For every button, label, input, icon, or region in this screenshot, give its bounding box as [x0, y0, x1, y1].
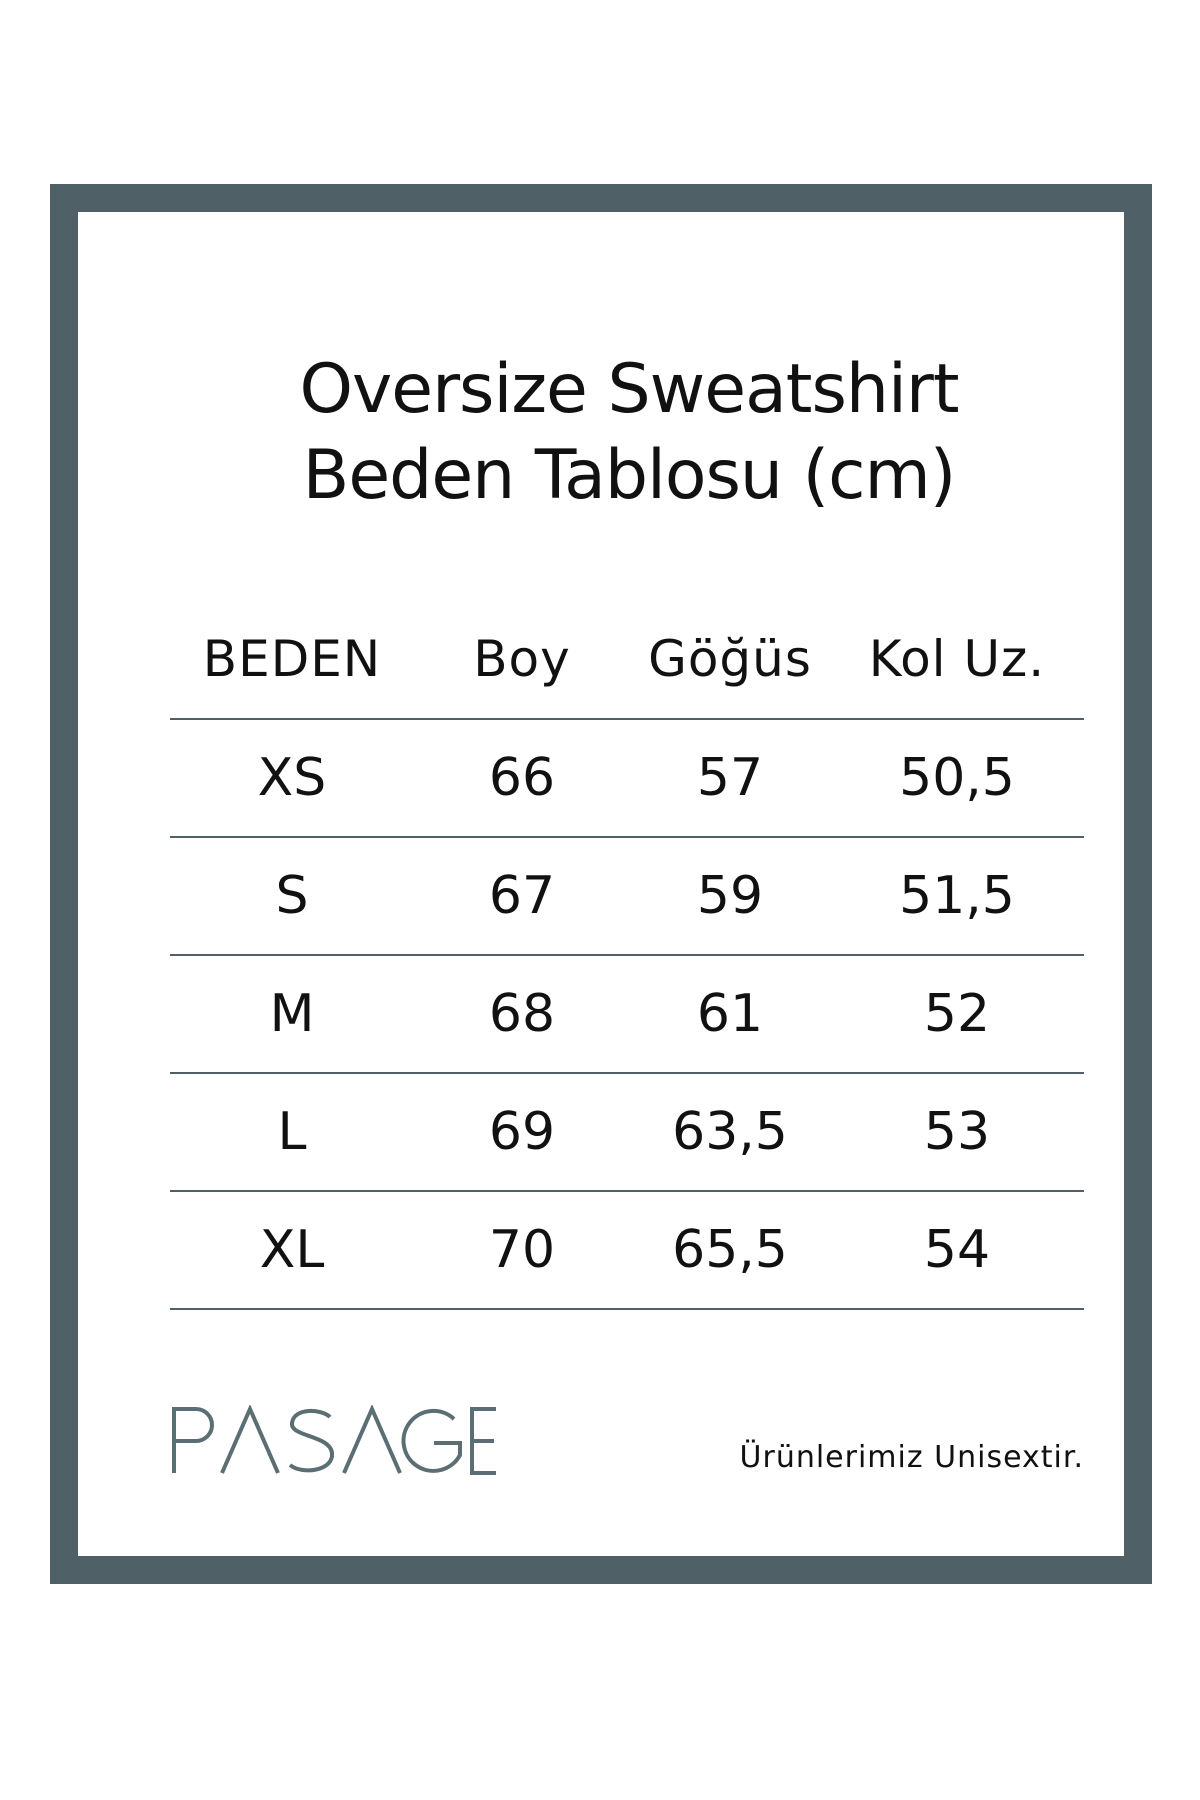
title-line-2: Beden Tablosu (cm) — [302, 436, 956, 515]
kol-uz-cell: 54 — [923, 1220, 991, 1280]
size-cell: S — [275, 866, 309, 926]
unisex-note: Ürünlerimiz Unisextir. — [739, 1440, 1084, 1475]
frame-border — [50, 184, 1152, 1584]
size-cell: XL — [259, 1220, 325, 1280]
boy-cell: 70 — [488, 1220, 556, 1280]
table-row — [170, 718, 1084, 836]
table-header-row — [170, 630, 1084, 718]
table-row — [170, 836, 1084, 954]
table-row — [170, 954, 1084, 1072]
gogus-cell: 61 — [696, 984, 764, 1044]
table-row — [170, 1190, 1084, 1310]
kol-uz-cell: 52 — [923, 984, 991, 1044]
header-gogus: Göğüs — [648, 630, 812, 688]
title-line-1: Oversize Sweatshirt — [299, 350, 959, 429]
kol-uz-cell: 50,5 — [899, 748, 1015, 808]
boy-cell: 69 — [488, 1102, 556, 1162]
gogus-cell: 65,5 — [672, 1220, 788, 1280]
table-row — [170, 1072, 1084, 1190]
boy-cell: 66 — [488, 748, 556, 808]
kol-uz-cell: 53 — [923, 1102, 991, 1162]
size-cell: XS — [257, 748, 327, 808]
size-cell: L — [277, 1102, 307, 1162]
size-cell: M — [269, 984, 315, 1044]
boy-cell: 68 — [488, 984, 556, 1044]
gogus-cell: 57 — [696, 748, 764, 808]
size-table — [170, 630, 1084, 1310]
header-beden: BEDEN — [202, 630, 382, 688]
gogus-cell: 63,5 — [672, 1102, 788, 1162]
header-boy: Boy — [473, 630, 571, 688]
boy-cell: 67 — [488, 866, 556, 926]
header-kol-uz: Kol Uz. — [868, 630, 1046, 688]
pasage-logo — [170, 1405, 500, 1475]
gogus-cell: 59 — [696, 866, 764, 926]
kol-uz-cell: 51,5 — [899, 866, 1015, 926]
